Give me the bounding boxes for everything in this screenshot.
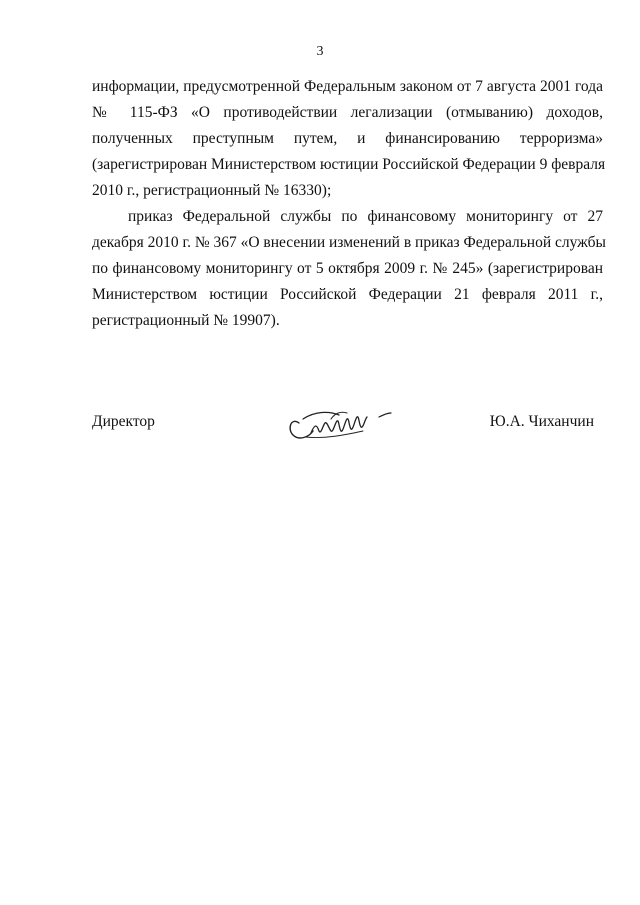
signatory-name: Ю.А. Чиханчин [489, 413, 594, 430]
body-line-1: информации, предусмотренной Федеральным законом от 7 августа 2001 года [92, 78, 603, 95]
handwritten-signature [285, 405, 395, 445]
body-line-4: (зарегистрирован Министерством юстиции Российской Федерации 9 февраля [92, 156, 606, 173]
signature-block [92, 411, 603, 451]
body-line-3: полученных преступным путем, и финансированию терроризма» [92, 130, 603, 147]
body-line-7: декабря 2010 г. № 367 «О внесении изменений в приказ Федеральной службы [92, 234, 606, 251]
body-line-8: по финансовому мониторингу от 5 октября 2009 г. № 245» (зарегистрирован [92, 260, 603, 277]
body-line-2: № 115-ФЗ «О противодействии легализации (отмыванию) доходов, [92, 104, 603, 121]
body-line-9: Министерством юстиции Российской Федерации 21 февраля 2011 г., [92, 286, 603, 303]
body-line-6: приказ Федеральной службы по финансовому мониторингу от 27 [128, 208, 603, 225]
page-number: 3 [316, 44, 324, 59]
body-line-5: 2010 г., регистрационный № 16330); [92, 182, 332, 199]
body-line-10: регистрационный № 19907). [92, 312, 280, 329]
signatory-title: Директор [92, 413, 155, 430]
